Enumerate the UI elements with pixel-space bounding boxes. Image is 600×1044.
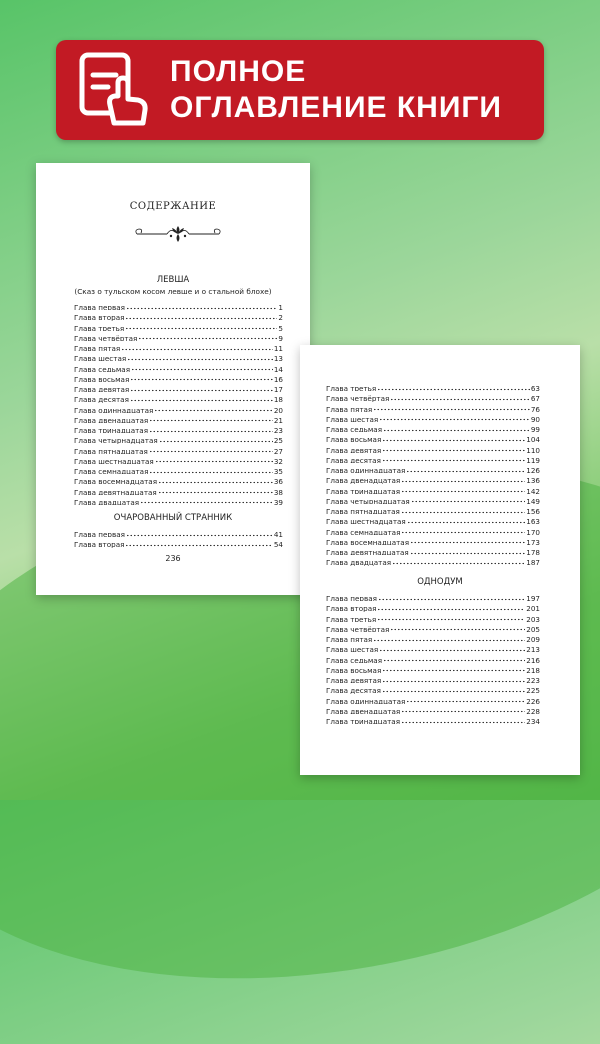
dot-leader xyxy=(125,537,272,547)
toc-entry-label: Глава двадцатая xyxy=(74,497,140,505)
toc-entry xyxy=(326,514,540,524)
toc-entry xyxy=(74,527,283,537)
toc-entry xyxy=(74,474,283,484)
toc-entry-label: Глава восемнадцатая xyxy=(326,537,410,545)
toc-entry-label: Глава двадцатая xyxy=(326,558,392,566)
dot-leader xyxy=(373,632,525,642)
toc-entry xyxy=(326,714,540,724)
toc-entry-page: 18 xyxy=(273,395,283,403)
dot-leader xyxy=(382,453,525,463)
toc-entry-page: 136 xyxy=(526,476,540,484)
toc-entry-label: Глава семнадцатая xyxy=(326,527,401,535)
toc-entry xyxy=(326,432,540,442)
toc-entry xyxy=(74,372,283,382)
toc-entry-page: 228 xyxy=(526,706,540,714)
toc-list xyxy=(326,381,540,566)
toc-entry-label: Глава седьмая xyxy=(74,364,131,372)
toc-entry-page: 5 xyxy=(278,323,283,331)
toc-entry xyxy=(326,622,540,632)
toc-entry-label: Глава восьмая xyxy=(326,435,382,443)
toc-entry-label: Глава шестая xyxy=(326,645,379,653)
toc-entry xyxy=(326,473,540,483)
toc-entry-label: Глава пятая xyxy=(326,635,373,643)
toc-entry-label: Глава двенадцатая xyxy=(326,476,401,484)
toc-entry-page: 39 xyxy=(273,497,283,505)
toc-entry-label: Глава седьмая xyxy=(326,655,383,663)
dot-leader xyxy=(401,525,525,535)
dot-leader xyxy=(401,714,525,724)
toc-entry-page: 17 xyxy=(273,385,283,393)
dot-leader xyxy=(149,423,273,433)
toc-entry-label: Глава десятая xyxy=(326,455,381,463)
toc-entry xyxy=(326,463,540,473)
toc-entry-page: 63 xyxy=(530,384,540,392)
toc-entry xyxy=(326,494,540,504)
toc-entry-page: 209 xyxy=(526,635,540,643)
toc-entry-label: Глава шестая xyxy=(74,354,127,362)
section-subtitle: (Сказ о тульском косом левше и о стальной блохе) xyxy=(74,287,272,296)
dot-leader xyxy=(390,622,525,632)
dot-leader xyxy=(401,484,525,494)
toc-entry-page: 38 xyxy=(273,487,283,495)
toc-entry-label: Глава девятая xyxy=(326,445,382,453)
toc-entry-label: Глава тринадцатая xyxy=(74,426,149,434)
toc-entry xyxy=(74,454,283,464)
dot-leader xyxy=(140,495,273,505)
dot-leader xyxy=(158,474,273,484)
toc-entry xyxy=(326,612,540,622)
toc-entry-page: 110 xyxy=(526,445,540,453)
section-title: ОДНОДУМ xyxy=(417,577,463,587)
toc-entry-page: 21 xyxy=(273,415,283,423)
toc-entry xyxy=(74,537,283,547)
dot-leader xyxy=(378,591,525,601)
dot-leader xyxy=(159,433,273,443)
dot-leader xyxy=(126,300,277,310)
toc-entry-page: 178 xyxy=(526,548,540,556)
dot-leader xyxy=(411,494,526,504)
toc-entry xyxy=(326,663,540,673)
toc-entry-page: 90 xyxy=(530,414,540,422)
toc-entry-page: 213 xyxy=(526,645,540,653)
dot-leader xyxy=(125,321,277,331)
toc-entry xyxy=(326,443,540,453)
banner-line-2: ОГЛАВЛЕНИЕ КНИГИ xyxy=(170,91,502,124)
toc-entry-label: Глава третья xyxy=(326,384,377,392)
hand-document-icon xyxy=(70,47,156,133)
toc-entry-label: Глава одиннадцатая xyxy=(74,405,154,413)
toc-entry-page: 187 xyxy=(526,558,540,566)
toc-entry-label: Глава первая xyxy=(326,594,377,602)
toc-entry xyxy=(326,504,540,514)
toc-entry xyxy=(326,642,540,652)
dot-leader xyxy=(149,464,272,474)
toc-entry-label: Глава первая xyxy=(74,530,125,538)
title-banner xyxy=(56,40,544,140)
toc-entry-page: 218 xyxy=(526,665,540,673)
dot-leader xyxy=(382,432,525,442)
toc-entry xyxy=(74,341,283,351)
toc-entry-label: Глава пятнадцатая xyxy=(74,446,148,454)
toc-entry-label: Глава вторая xyxy=(74,540,125,548)
toc-entry xyxy=(326,453,540,463)
dot-leader xyxy=(377,381,530,391)
toc-entry-page: 234 xyxy=(526,717,540,725)
dot-leader xyxy=(390,391,530,401)
toc-entry-page: 201 xyxy=(526,604,540,612)
dot-leader xyxy=(149,444,273,454)
dot-leader xyxy=(130,392,273,402)
toc-entry-page: 170 xyxy=(526,527,540,535)
page-number: 236 xyxy=(165,554,181,563)
toc-entry-label: Глава тринадцатая xyxy=(326,486,401,494)
toc-entry xyxy=(326,653,540,663)
toc-entry-label: Глава восьмая xyxy=(326,665,382,673)
toc-entry xyxy=(74,403,283,413)
toc-entry-page: 36 xyxy=(273,477,283,485)
dot-leader xyxy=(382,683,525,693)
dot-leader xyxy=(125,310,277,320)
toc-entry-page: 197 xyxy=(526,594,540,602)
toc-entry-label: Глава восемнадцатая xyxy=(74,477,158,485)
dot-leader xyxy=(406,694,525,704)
dot-leader xyxy=(373,402,530,412)
toc-entry-label: Глава четырнадцатая xyxy=(326,496,410,504)
toc-entry xyxy=(326,591,540,601)
toc-entry-label: Глава девятнадцатая xyxy=(326,548,409,556)
toc-entry xyxy=(326,704,540,714)
dot-leader xyxy=(407,514,526,524)
toc-entry-label: Глава девятая xyxy=(326,676,382,684)
dot-leader xyxy=(410,535,525,545)
toc-entry-label: Глава одиннадцатая xyxy=(326,466,406,474)
toc-entry-label: Глава третья xyxy=(326,614,377,622)
toc-entry-page: 99 xyxy=(530,425,540,433)
toc-entry xyxy=(74,362,283,372)
dot-leader xyxy=(406,463,525,473)
dot-leader xyxy=(377,601,525,611)
toc-entry-label: Глава двенадцатая xyxy=(326,706,401,714)
section-title: ЛЕВША xyxy=(156,275,190,285)
toc-page-right xyxy=(300,345,580,775)
toc-entry-page: 163 xyxy=(526,517,540,525)
toc-entry-label: Глава первая xyxy=(74,303,125,311)
toc-entry-page: 225 xyxy=(526,686,540,694)
banner-title xyxy=(170,54,502,126)
toc-entry-page: 156 xyxy=(526,507,540,515)
toc-entry xyxy=(74,300,283,310)
toc-entry-page: 20 xyxy=(273,405,283,413)
toc-list xyxy=(74,300,283,505)
toc-entry xyxy=(74,495,283,505)
dot-leader xyxy=(149,413,273,423)
toc-entry-label: Глава шестнадцатая xyxy=(326,517,406,525)
toc-entry-label: Глава двенадцатая xyxy=(74,415,149,423)
toc-entry-page: 13 xyxy=(273,354,283,362)
toc-page-left xyxy=(36,163,310,595)
toc-entry xyxy=(326,535,540,545)
banner-line-1: ПОЛНОЕ xyxy=(170,55,307,88)
toc-entry-label: Глава шестая xyxy=(326,414,379,422)
toc-entry xyxy=(74,433,283,443)
toc-entry-label: Глава девятнадцатая xyxy=(74,487,157,495)
toc-title: СОДЕРЖАНИЕ xyxy=(129,201,217,212)
toc-entry xyxy=(74,444,283,454)
dot-leader xyxy=(377,612,525,622)
dot-leader xyxy=(379,642,525,652)
toc-entry xyxy=(74,310,283,320)
dot-leader xyxy=(379,412,530,422)
toc-entry-label: Глава седьмая xyxy=(326,425,383,433)
dot-leader xyxy=(138,331,277,341)
toc-entry-page: 126 xyxy=(526,466,540,474)
dot-leader xyxy=(130,382,273,392)
dot-leader xyxy=(410,545,526,555)
toc-entry-label: Глава вторая xyxy=(326,604,377,612)
dot-leader xyxy=(382,443,525,453)
toc-entry-label: Глава одиннадцатая xyxy=(326,696,406,704)
toc-entry-page: 35 xyxy=(273,467,283,475)
toc-entry xyxy=(326,525,540,535)
dot-leader xyxy=(382,673,525,683)
toc-entry-page: 23 xyxy=(273,426,283,434)
toc-entry xyxy=(74,331,283,341)
toc-entry xyxy=(326,673,540,683)
toc-entry-page: 205 xyxy=(526,624,540,632)
toc-entry-label: Глава четвёртая xyxy=(74,333,138,341)
toc-entry-page: 149 xyxy=(526,496,540,504)
toc-list xyxy=(74,527,283,548)
toc-entry xyxy=(74,382,283,392)
toc-entry-label: Глава восьмая xyxy=(74,374,130,382)
toc-entry xyxy=(74,351,283,361)
dot-leader xyxy=(383,422,530,432)
dot-leader xyxy=(158,485,273,495)
toc-entry-page: 11 xyxy=(273,344,283,352)
toc-entry xyxy=(74,392,283,402)
toc-entry-label: Глава четырнадцатая xyxy=(74,436,158,444)
toc-entry-page: 119 xyxy=(526,455,540,463)
dot-leader xyxy=(382,663,525,673)
dot-leader xyxy=(121,341,273,351)
toc-entry xyxy=(326,545,540,555)
toc-entry xyxy=(326,422,540,432)
toc-entry-label: Глава десятая xyxy=(74,395,129,403)
section-title: ОЧАРОВАННЫЙ СТРАННИК xyxy=(113,513,233,523)
toc-entry-label: Глава пятнадцатая xyxy=(326,507,400,515)
toc-list xyxy=(326,591,540,724)
toc-entry xyxy=(326,402,540,412)
dot-leader xyxy=(131,362,273,372)
dot-leader xyxy=(126,527,273,537)
toc-entry-page: 173 xyxy=(526,537,540,545)
toc-entry xyxy=(74,464,283,474)
toc-entry xyxy=(326,484,540,494)
toc-entry xyxy=(326,555,540,565)
toc-entry-page: 223 xyxy=(526,676,540,684)
toc-entry xyxy=(326,391,540,401)
dot-leader xyxy=(392,555,525,565)
toc-entry-label: Глава десятая xyxy=(326,686,381,694)
toc-entry-page: 9 xyxy=(278,333,283,341)
toc-entry-page: 32 xyxy=(273,456,283,464)
dot-leader xyxy=(154,403,273,413)
toc-entry-label: Глава четвёртая xyxy=(326,394,390,402)
dot-leader xyxy=(155,454,273,464)
toc-entry-page: 1 xyxy=(278,303,283,311)
toc-entry-label: Глава семнадцатая xyxy=(74,467,149,475)
toc-entry-page: 16 xyxy=(273,374,283,382)
toc-entry xyxy=(326,683,540,693)
toc-entry xyxy=(74,413,283,423)
toc-entry-page: 67 xyxy=(530,394,540,402)
toc-entry-page: 41 xyxy=(273,530,283,538)
toc-entry xyxy=(326,381,540,391)
ornament-divider-icon xyxy=(133,223,223,245)
toc-entry xyxy=(326,412,540,422)
toc-entry xyxy=(74,485,283,495)
toc-entry xyxy=(74,321,283,331)
toc-entry xyxy=(326,601,540,611)
toc-entry xyxy=(326,632,540,642)
toc-entry-label: Глава пятая xyxy=(74,344,121,352)
toc-entry-page: 27 xyxy=(273,446,283,454)
toc-entry-page: 216 xyxy=(526,655,540,663)
toc-entry-page: 25 xyxy=(273,436,283,444)
toc-entry-page: 54 xyxy=(273,540,283,548)
dot-leader xyxy=(401,473,525,483)
toc-entry-page: 226 xyxy=(526,696,540,704)
toc-entry xyxy=(326,694,540,704)
toc-entry xyxy=(74,423,283,433)
dot-leader xyxy=(383,653,525,663)
toc-entry-label: Глава шестнадцатая xyxy=(74,456,154,464)
dot-leader xyxy=(401,704,525,714)
toc-entry-label: Глава пятая xyxy=(326,404,373,412)
toc-entry-label: Глава тринадцатая xyxy=(326,717,401,725)
toc-entry-label: Глава вторая xyxy=(74,313,125,321)
dot-leader xyxy=(130,372,273,382)
toc-entry-page: 76 xyxy=(530,404,540,412)
dot-leader xyxy=(127,351,273,361)
toc-entry-page: 14 xyxy=(273,364,283,372)
toc-entry-label: Глава девятая xyxy=(74,385,130,393)
toc-entry-label: Глава четвёртая xyxy=(326,624,390,632)
dot-leader xyxy=(401,504,525,514)
toc-entry-page: 104 xyxy=(526,435,540,443)
toc-entry-page: 203 xyxy=(526,614,540,622)
toc-entry-page: 142 xyxy=(526,486,540,494)
toc-entry-label: Глава третья xyxy=(74,323,125,331)
toc-entry-page: 2 xyxy=(278,313,283,321)
